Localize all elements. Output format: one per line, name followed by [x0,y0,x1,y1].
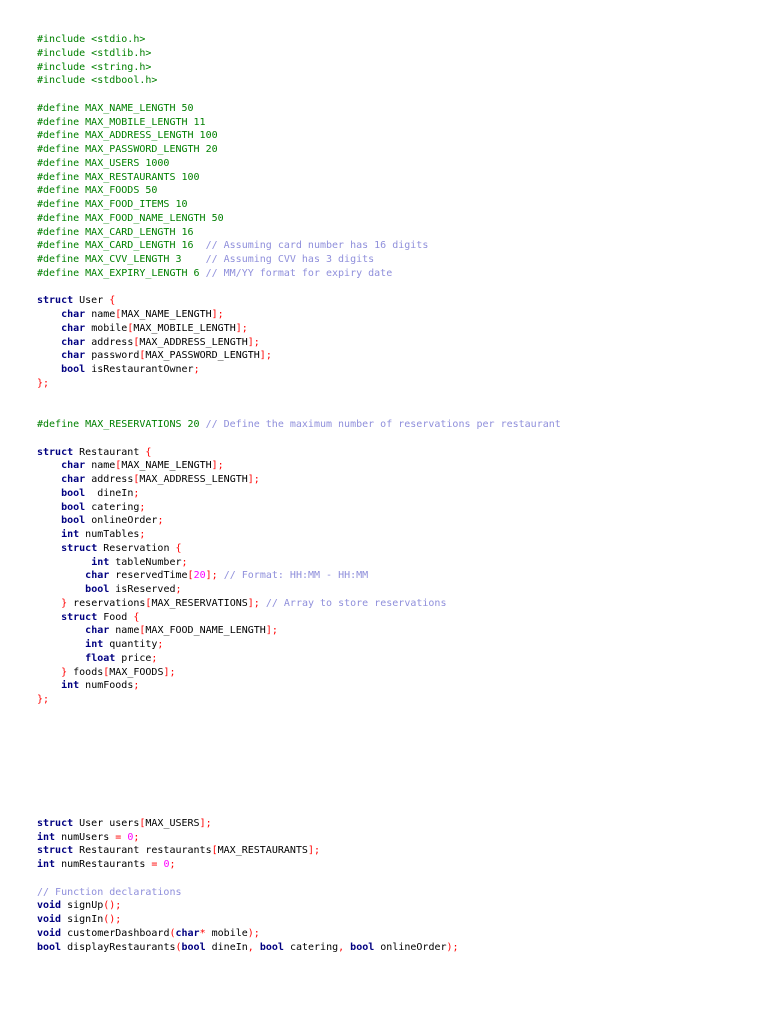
code-token-code-text: numTables [79,529,140,540]
code-token-code-text: MAX_FOOD_NAME_LENGTH [145,625,266,637]
code-line [37,281,561,295]
code-token-code-text [37,323,61,334]
code-token-code-text: Restaurant [73,446,146,458]
code-token-keyword: bool [61,515,86,527]
code-line [37,597,561,611]
code-token-code-text: MAX_NAME_LENGTH [121,309,212,320]
code-line [37,583,561,597]
code-token-punctuation: } [61,597,68,609]
code-token-preprocessor: #define MAX_NAME_LENGTH 50 [37,102,194,114]
code-token-code-text: MAX_PASSWORD_LENGTH [145,350,260,362]
code-token-keyword: struct [61,542,98,554]
code-token-punctuation: { [133,611,140,623]
code-token-code-text: numFoods [79,680,134,692]
code-token-code-text: quantity [103,639,158,650]
code-token-keyword: bool [61,364,86,375]
code-token-comment: // MM/YY format for expiry date [205,267,393,279]
code-token-keyword: struct [37,845,74,857]
code-line [37,721,561,735]
code-line [37,886,561,900]
code-token-code-text [37,598,61,609]
code-token-comment: // Format: HH:MM - HH:MM [223,570,369,582]
code-token-keyword: void [37,914,62,925]
code-token-punctuation: = [115,831,122,843]
code-line [37,226,561,240]
code-token-punctuation: ; [193,364,200,375]
code-token-code-text: dineIn [85,487,134,499]
code-token-code-text: isReserved [109,584,176,595]
code-token-punctuation: ; [139,501,146,513]
code-token-keyword: float [85,652,116,664]
code-token-keyword: bool [61,501,86,513]
code-token-code-text: foods [67,666,104,678]
code-token-code-text: password [85,350,140,362]
code-token-preprocessor: #define MAX_MOBILE_LENGTH 11 [37,116,206,128]
code-token-code-text: name [85,460,116,472]
code-token-punctuation: [ [145,597,152,609]
code-token-code-text: catering [283,941,339,953]
code-line [37,542,561,556]
code-token-keyword: int [85,639,104,650]
code-token-code-text [37,309,61,320]
code-line [37,748,561,762]
code-token-punctuation: ; [181,556,188,568]
code-line [37,693,561,707]
code-token-code-text [37,584,85,595]
code-line [37,707,561,721]
code-line [37,941,561,955]
code-token-punctuation: ]; [247,597,260,609]
code-token-code-text [37,337,61,348]
code-token-code-text [37,612,61,623]
code-line [37,446,561,460]
code-token-punctuation: [ [139,817,146,829]
code-token-keyword: int [61,680,80,692]
code-line [37,418,561,432]
code-token-code-text: isRestaurantOwner [85,364,194,375]
code-token-punctuation: [ [211,845,218,857]
code-token-code-text: MAX_RESERVATIONS [151,597,248,609]
code-token-code-text: mobile [205,927,248,939]
code-line [37,789,561,803]
code-token-punctuation: ; [169,859,176,870]
code-token-keyword: void [37,900,62,912]
code-token-preprocessor: #define MAX_CARD_LENGTH 16 [37,240,206,252]
code-line [37,74,561,88]
code-token-code-text [37,529,61,540]
code-token-code-text: numUsers [55,831,116,843]
code-token-punctuation: [ [103,666,110,678]
code-line [37,171,561,185]
code-token-preprocessor: #define MAX_FOODS 50 [37,185,158,197]
code-token-punctuation: ; [175,584,182,595]
code-line [37,336,561,350]
code-token-preprocessor: #define MAX_ADDRESS_LENGTH 100 [37,130,218,142]
code-token-preprocessor: #define MAX_CVV_LENGTH 3 [37,254,206,265]
code-line [37,762,561,776]
code-token-preprocessor: #define MAX_USERS 1000 [37,157,170,169]
code-token-code-text: onlineOrder [374,941,447,953]
code-token-code-text: MAX_ADDRESS_LENGTH [139,474,248,485]
code-token-punctuation: [ [133,336,140,348]
code-line [37,473,561,487]
code-token-keyword: bool [259,941,284,953]
code-token-punctuation: ]; [259,350,272,362]
code-line [37,404,561,418]
code-line [37,322,561,336]
code-token-code-text: mobile [85,322,128,334]
code-token-punctuation: ]; [199,817,212,829]
code-token-punctuation: } [61,666,68,678]
code-token-punctuation: [ [139,625,146,637]
code-token-keyword: char [175,927,200,939]
code-line [37,102,561,116]
code-token-code-text: customerDashboard [61,927,170,939]
code-line [37,858,561,872]
code-token-preprocessor: #define MAX_PASSWORD_LENGTH 20 [37,144,218,155]
code-token-punctuation: ( [175,941,182,953]
code-token-punctuation: * [199,927,206,939]
code-token-keyword: int [61,529,80,540]
code-token-code-text [37,667,61,678]
code-token-preprocessor: #include <stdlib.h> [37,47,152,59]
code-token-keyword: bool [350,941,375,953]
code-token-code-text [37,680,61,691]
code-line [37,33,561,47]
code-token-keyword: char [61,309,86,320]
code-token-preprocessor: #include <stdbool.h> [37,75,158,87]
code-token-punctuation: , [247,941,254,953]
code-line [37,844,561,858]
code-token-keyword: char [61,322,86,334]
code-line [37,666,561,680]
code-token-code-text [37,350,61,361]
code-line [37,899,561,913]
code-token-keyword: int [91,556,110,568]
code-line [37,212,561,226]
code-token-code-text: reservedTime [109,570,188,582]
code-token-punctuation: [ [115,309,122,320]
code-token-punctuation: ]; [247,474,260,485]
code-token-punctuation: ); [446,941,459,953]
code-line [37,927,561,941]
code-token-preprocessor: #define MAX_EXPIRY_LENGTH 6 [37,267,206,279]
code-token-code-text: reservations [67,597,146,609]
code-token-punctuation: ; [139,529,146,540]
code-token-code-text [37,460,61,471]
code-token-comment: // Function declarations [37,886,182,898]
code-token-code-text: name [109,625,140,637]
code-token-number: 0 [163,859,170,870]
code-line [37,803,561,817]
code-line [37,569,561,583]
code-line [37,253,561,267]
code-token-punctuation: ( [169,927,176,939]
code-token-preprocessor: #define MAX_RESERVATIONS 20 [37,419,206,430]
code-token-code-text: numRestaurants [55,859,152,870]
code-line [37,143,561,157]
code-token-code-text [37,543,61,554]
code-token-code-text [37,639,85,650]
code-token-preprocessor: #define MAX_FOOD_NAME_LENGTH 50 [37,212,224,224]
code-line [37,501,561,515]
code-token-keyword: char [61,336,86,348]
code-line [37,294,561,308]
code-token-comment: // Assuming CVV has 3 digits [205,254,375,265]
code-token-code-text: price [115,652,152,664]
code-line [37,734,561,748]
code-line [37,267,561,281]
code-line [37,61,561,75]
code-token-code-text: MAX_FOODS [109,666,164,678]
code-token-keyword: bool [181,941,206,953]
code-line [37,776,561,790]
code-line [37,198,561,212]
code-line [37,611,561,625]
code-token-code-text: User users [73,817,140,829]
code-token-keyword: void [37,927,62,939]
code-token-punctuation: ]; [205,570,218,582]
code-token-keyword: char [85,625,110,637]
code-token-code-text: Restaurant restaurants [73,845,212,857]
code-line [37,514,561,528]
code-line [37,831,561,845]
code-token-punctuation: ]; [211,460,224,472]
code-token-keyword: bool [37,941,62,953]
code-line [37,184,561,198]
code-token-punctuation: ; [133,831,140,843]
code-line [37,624,561,638]
code-token-code-text: MAX_ADDRESS_LENGTH [139,336,248,348]
code-token-code-text [37,653,85,664]
code-line [37,88,561,102]
code-line [37,487,561,501]
code-token-punctuation: }; [37,377,50,389]
code-token-comment: // Define the maximum number of reservations per restaurant [205,419,561,430]
code-token-keyword: struct [37,295,74,307]
code-token-preprocessor: #include <stdio.h> [37,34,146,45]
code-token-preprocessor: #include <string.h> [37,61,152,73]
code-token-punctuation: { [109,295,116,307]
code-token-punctuation: ); [247,927,260,939]
code-token-number: 20 [193,570,206,582]
code-line [37,817,561,831]
code-token-punctuation: (); [103,914,122,925]
code-line [37,157,561,171]
code-line [37,638,561,652]
code-line [37,116,561,130]
code-line [37,308,561,322]
code-token-code-text: displayRestaurants [61,941,176,953]
code-token-code-text: Reservation [97,542,176,554]
code-line [37,391,561,405]
code-token-punctuation: ; [133,680,140,692]
code-token-punctuation: }; [37,694,50,705]
code-token-code-text: name [85,309,116,320]
code-token-number: 0 [127,831,134,843]
code-line [37,363,561,377]
code-token-code-text: address [85,336,134,348]
code-token-keyword: char [85,570,110,582]
code-token-code-text [37,515,61,526]
code-token-keyword: int [37,831,56,843]
code-token-code-text: catering [85,501,140,513]
code-line [37,872,561,886]
code-line [37,349,561,363]
code-line [37,913,561,927]
code-line [37,377,561,391]
code-token-code-text: signUp [61,900,104,912]
code-token-punctuation: ; [151,652,158,664]
code-token-keyword: char [61,350,86,362]
code-token-punctuation: [ [115,460,122,472]
code-token-punctuation: ; [157,515,164,527]
code-token-punctuation: ; [157,639,164,650]
code-token-code-text [37,625,85,636]
code-token-keyword: struct [61,611,98,623]
code-token-punctuation: [ [187,570,194,582]
code-token-code-text: MAX_USERS [145,817,200,829]
code-token-punctuation: ]; [247,336,260,348]
code-line [37,432,561,446]
code-token-punctuation: , [338,941,345,953]
code-token-punctuation: ]; [211,309,224,320]
code-token-punctuation: = [151,859,158,870]
code-token-code-text: MAX_RESTAURANTS [217,845,308,857]
code-token-code-text [37,557,91,568]
code-token-keyword: bool [61,487,86,499]
code-token-code-text: MAX_NAME_LENGTH [121,460,212,472]
code-line [37,528,561,542]
code-token-punctuation: [ [127,322,134,334]
code-token-punctuation: [ [133,474,140,485]
code-token-code-text: onlineOrder [85,515,158,527]
code-token-punctuation: { [175,542,182,554]
code-token-punctuation: ]; [265,625,278,637]
code-token-punctuation: ]; [235,322,248,334]
code-token-code-text [37,364,61,375]
code-token-punctuation: { [145,446,152,458]
code-token-keyword: bool [85,584,110,595]
code-token-preprocessor: #define MAX_CARD_LENGTH 16 [37,226,194,238]
code-line [37,679,561,693]
code-token-code-text: tableNumber [109,556,182,568]
code-token-punctuation: [ [139,350,146,362]
code-token-code-text [37,488,61,499]
code-document [37,33,561,954]
code-token-punctuation: ; [133,487,140,499]
code-token-keyword: char [61,460,86,472]
code-token-code-text: MAX_MOBILE_LENGTH [133,322,236,334]
code-token-code-text: Food [97,611,134,623]
code-token-punctuation: ]; [307,845,320,857]
code-token-punctuation: (); [103,900,122,912]
code-token-keyword: struct [37,817,74,829]
code-token-keyword: char [61,474,86,485]
code-token-preprocessor: #define MAX_RESTAURANTS 100 [37,171,200,183]
code-token-code-text: User [73,295,110,307]
code-token-code-text [37,474,61,485]
code-token-code-text [37,502,61,513]
code-line [37,652,561,666]
code-token-comment: // Assuming card number has 16 digits [205,240,429,252]
code-token-code-text: address [85,474,134,485]
code-token-code-text: signIn [61,914,104,925]
code-line [37,129,561,143]
code-token-comment: // Array to store reservations [265,597,447,609]
code-token-code-text: dineIn [205,941,248,953]
code-token-punctuation: ]; [163,666,176,678]
code-token-keyword: struct [37,446,74,458]
code-token-keyword: int [37,859,56,870]
code-line [37,459,561,473]
code-line [37,239,561,253]
code-token-code-text [37,570,85,581]
code-line [37,556,561,570]
code-token-preprocessor: #define MAX_FOOD_ITEMS 10 [37,199,188,210]
code-line [37,47,561,61]
